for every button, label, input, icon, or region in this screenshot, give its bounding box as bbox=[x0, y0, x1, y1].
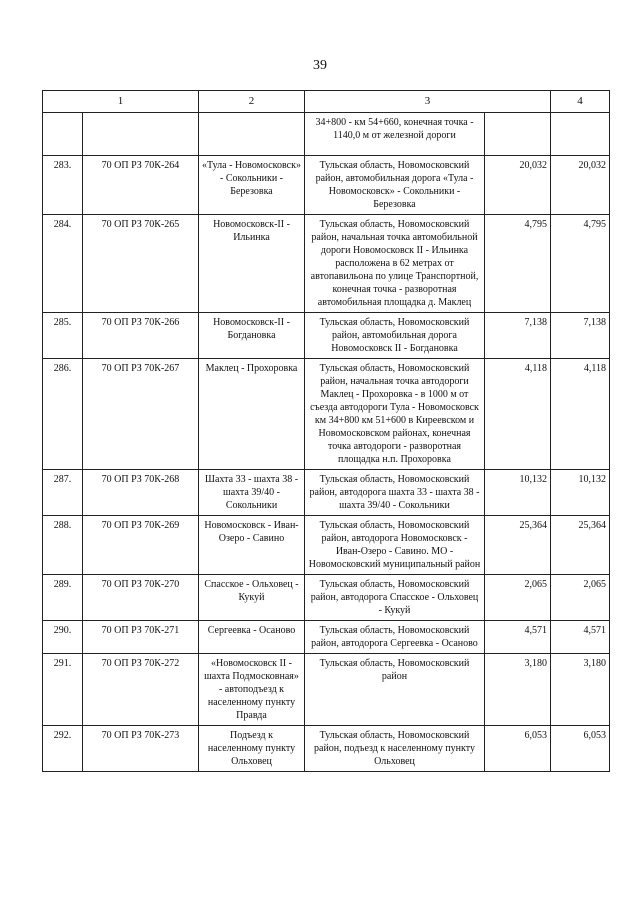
row-description: Тульская область, Новомосковский район bbox=[305, 654, 485, 726]
row-length: 4,118 bbox=[485, 359, 551, 470]
table-row-continuation bbox=[43, 113, 610, 156]
row-road-id: 70 ОП РЗ 70К-268 bbox=[83, 470, 199, 516]
row-length-total: 20,032 bbox=[551, 156, 610, 215]
header-col-2: 2 bbox=[199, 91, 305, 113]
row-length-total: 3,180 bbox=[551, 654, 610, 726]
table-row bbox=[43, 516, 610, 575]
row-number: 290. bbox=[43, 621, 83, 654]
table-row bbox=[43, 156, 610, 215]
table-row bbox=[43, 575, 610, 621]
row-road-name: Спасское - Ольховец - Кукуй bbox=[199, 575, 305, 621]
row-number: 292. bbox=[43, 726, 83, 772]
row-length-total: 25,364 bbox=[551, 516, 610, 575]
row-length-total: 4,571 bbox=[551, 621, 610, 654]
row-number: 288. bbox=[43, 516, 83, 575]
header-col-1: 1 bbox=[43, 91, 199, 113]
row-length-total: 7,138 bbox=[551, 313, 610, 359]
table-row bbox=[43, 726, 610, 772]
row-number: 286. bbox=[43, 359, 83, 470]
row-road-id: 70 ОП РЗ 70К-264 bbox=[83, 156, 199, 215]
table-row bbox=[43, 313, 610, 359]
roads-table bbox=[42, 90, 610, 772]
row-length: 3,180 bbox=[485, 654, 551, 726]
row-length: 6,053 bbox=[485, 726, 551, 772]
row-road-id: 70 ОП РЗ 70К-269 bbox=[83, 516, 199, 575]
row-length: 2,065 bbox=[485, 575, 551, 621]
row-length-total: 4,118 bbox=[551, 359, 610, 470]
row-description: Тульская область, Новомосковский район, начальная точка автодороги Маклец - Прохоровка - в 1000 м от съезда автодороги Тула - Новомосковск км 34+800 км 51+600 в Киреевском и Новомосковском районах, конечная точка автодороги - разворотная площадка н.п. Прохоровка bbox=[305, 359, 485, 470]
table-row bbox=[43, 654, 610, 726]
row-description: Тульская область, Новомосковский район, автодорога шахта 33 - шахта 38 - шахта 39/40 - Сокольники bbox=[305, 470, 485, 516]
row-length: 4,571 bbox=[485, 621, 551, 654]
table-row bbox=[43, 621, 610, 654]
row-length-total: 6,053 bbox=[551, 726, 610, 772]
row-description: Тульская область, Новомосковский район, подъезд к населенному пункту Ольховец bbox=[305, 726, 485, 772]
row-number: 287. bbox=[43, 470, 83, 516]
row-description: Тульская область, Новомосковский район, автодорога Спасское - Ольховец - Кукуй bbox=[305, 575, 485, 621]
row-road-id: 70 ОП РЗ 70К-266 bbox=[83, 313, 199, 359]
row-number: 283. bbox=[43, 156, 83, 215]
row-length: 25,364 bbox=[485, 516, 551, 575]
row-road-id: 70 ОП РЗ 70К-270 bbox=[83, 575, 199, 621]
row-road-name: Шахта 33 - шахта 38 - шахта 39/40 - Сокольники bbox=[199, 470, 305, 516]
row-road-name: Сергеевка - Осаново bbox=[199, 621, 305, 654]
row-road-id: 70 ОП РЗ 70К-273 bbox=[83, 726, 199, 772]
row-length: 20,032 bbox=[485, 156, 551, 215]
table-body bbox=[43, 113, 610, 772]
row-road-name: Новомосковск - Иван-Озеро - Савино bbox=[199, 516, 305, 575]
header-col-4: 4 bbox=[551, 91, 610, 113]
table-row bbox=[43, 215, 610, 313]
row-description: Тульская область, Новомосковский район, автомобильная дорога «Тула - Новомосковск» - Сокольники - Березовка bbox=[305, 156, 485, 215]
table-row bbox=[43, 470, 610, 516]
table-row bbox=[43, 359, 610, 470]
row-road-name: Новомосковск-II - Богдановка bbox=[199, 313, 305, 359]
row-length-total: 10,132 bbox=[551, 470, 610, 516]
row-road-name: Маклец - Прохоровка bbox=[199, 359, 305, 470]
table-header bbox=[43, 91, 610, 113]
row-number: 285. bbox=[43, 313, 83, 359]
row-road-name: Подъезд к населенному пункту Ольховец bbox=[199, 726, 305, 772]
row-length: 7,138 bbox=[485, 313, 551, 359]
row-road-name: «Тула - Новомосковск» - Сокольники - Березовка bbox=[199, 156, 305, 215]
row-road-id: 70 ОП РЗ 70К-272 bbox=[83, 654, 199, 726]
row-road-name: Новомосковск-II - Ильинка bbox=[199, 215, 305, 313]
row-number: 291. bbox=[43, 654, 83, 726]
row-length-total: 2,065 bbox=[551, 575, 610, 621]
row-description: Тульская область, Новомосковский район, автомобильная дорога Новомосковск II - Богдановка bbox=[305, 313, 485, 359]
row-description: Тульская область, Новомосковский район, начальная точка автомобильной дороги Новомосковск II - Ильинка расположена в 62 метрах от автопавильона по улице Транспортной, конечная точка - разворотная автомобильная площадка д. Маклец bbox=[305, 215, 485, 313]
page-number: 39 bbox=[313, 58, 327, 73]
row-description: 34+800 - км 54+660, конечная точка - 1140,0 м от железной дороги bbox=[305, 113, 485, 156]
row-road-id: 70 ОП РЗ 70К-265 bbox=[83, 215, 199, 313]
row-road-name: «Новомосковск II - шахта Подмосковная» - автоподъезд к населенному пункту Правда bbox=[199, 654, 305, 726]
row-road-id: 70 ОП РЗ 70К-271 bbox=[83, 621, 199, 654]
row-length: 10,132 bbox=[485, 470, 551, 516]
row-number: 284. bbox=[43, 215, 83, 313]
header-col-3: 3 bbox=[305, 91, 551, 113]
row-length-total: 4,795 bbox=[551, 215, 610, 313]
row-length: 4,795 bbox=[485, 215, 551, 313]
row-description: Тульская область, Новомосковский район, автодорога Новомосковск - Иван-Озеро - Савино. МО - Новомосковский муниципальный район bbox=[305, 516, 485, 575]
row-number: 289. bbox=[43, 575, 83, 621]
row-road-id: 70 ОП РЗ 70К-267 bbox=[83, 359, 199, 470]
row-description: Тульская область, Новомосковский район, автодорога Сергеевка - Осаново bbox=[305, 621, 485, 654]
